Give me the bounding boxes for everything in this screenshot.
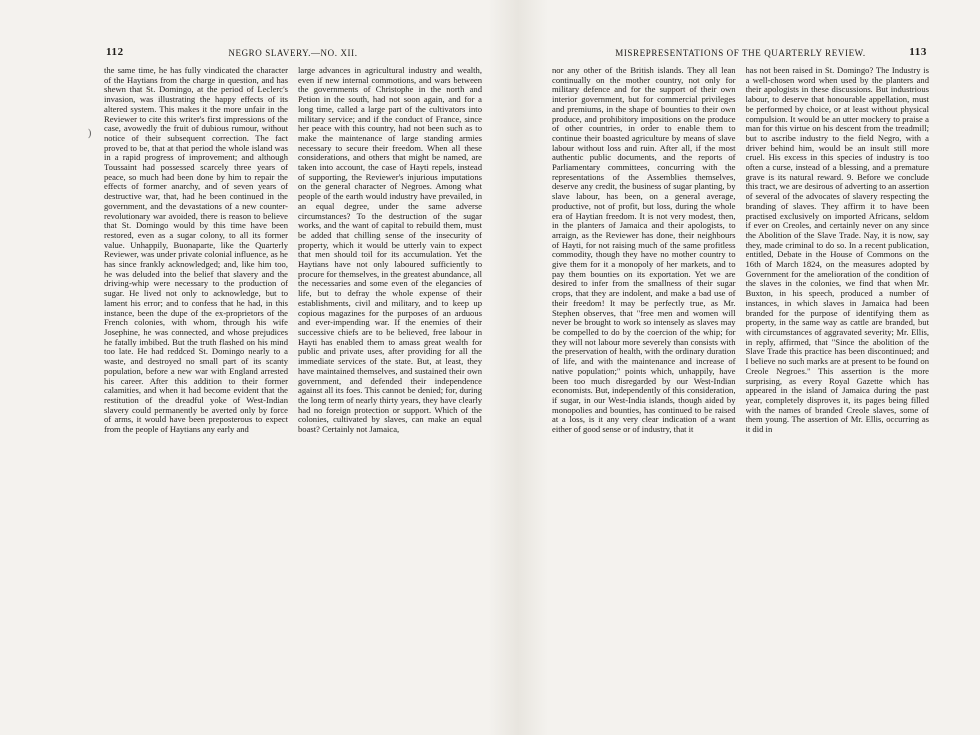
left-running-title: NEGRO SLAVERY.—NO. XII. <box>228 48 358 58</box>
right-page <box>552 48 929 728</box>
left-column-2 <box>298 66 482 718</box>
right-running-title: MISREPRESENTATIONS OF THE QUARTERLY REVIEW. <box>615 48 866 58</box>
left-running-head <box>104 48 482 66</box>
right-column-1-text: nor any other of the British islands. They all lean continually on the mother country, not only for military defence and for the support of their own interior government, but for commercial privileges and premiums, in the shape of bounties to their own produce, and prohibitory impositions on the produce of other countries, in order to enable them to continue their boasted agriculture by means of slave labour without loss and ruin. After all, if the most authentic public documents, and the reports of Parliamentary committees, concurring with the representations of the Assemblies themselves, deserve any credit, the business of sugar planting, by slave labour, has been, on a general average, productive, not of profit, but loss, during the whole era of Haytian freedom. It is not very modest, then, in the planters of Jamaica and their apologists, to arraign, as the Reviewer has done, their neighbours of Hayti, for not raising much of the same profitless commodity, though they have no mother country to give them for it a monopoly of her markets, and to pay them bounties on its exportation. Yet we are desired to infer from the smallness of their sugar crops, that they are indolent, and make a bad use of their freedom! It may be perfectly true, as Mr. Stephen observes, that "free men and women will never be brought to work so intensely as slaves may be compelled to do by the coercion of the whip; for they will not labour more severely than consists with the preservation of health, with the ordinary duration of life, and with the maintenance and increase of native population;" points which, unhappily, have been too much disregarded by our West-Indian economists. But, independently of this consideration, if sugar, in our West-India islands, though aided by monopolies and bounties, has continued to be raised at a loss, is it any very clear indication of a want either of good sense or of industry, that it <box>552 66 736 435</box>
right-columns <box>552 66 929 718</box>
left-page-number: 112 <box>106 46 124 58</box>
left-column-1 <box>104 66 288 718</box>
margin-mark: ) <box>88 128 92 139</box>
right-page-number: 113 <box>909 46 927 58</box>
right-column-2 <box>746 66 930 718</box>
right-running-head <box>552 48 929 66</box>
right-column-1 <box>552 66 736 718</box>
left-page <box>104 48 482 728</box>
left-column-1-text: the same time, he has fully vindicated the character of the Haytians from the charge in question, and has shewn that St. Domingo, at the period of Leclerc's invasion, was illustrating the happy effects of its altered system. This makes it the more unfair in the Reviewer to cite this writer's first impressions of the case, avowedly the fruit of dubious rumour, without notice of their subsequent correction. The fact proved to be, that at that period the whole island was in a rapid progress of improvement; and although Toussaint had possessed scarcely three years of peace, so much had been done by him to repair the effects of former anarchy, and of seven years of destructive war, that, had he been continued in the government, and the devastations of a new counter-revolutionary war avoided, there is reason to believe that St. Domingo would by this time have been restored, even as a sugar colony, to all its former value. Unhappily, Buonaparte, like the Quarterly Reviewer, was under private colonial influence, as he has since frankly acknowledged; and, like him too, he was deluded into the belief that slavery and the driving-whip were necessary to the production of sugar. He lived not only to acknowledge, but to lament his error; and to confess that he had, in this instance, been the dupe of the ex-proprietors of the French colonies, with whom, through his wife Josephine, he was connected, and whose prejudices he fatally imbibed. But the truth flashed on his mind too late. He had reddced St. Domingo nearly to a waste, and destroyed no small part of its scanty population, before a new war with England arrested his career. After this addition to their former calamities, and when it had become evident that the restitution of the dreadful yoke of West-Indian slavery could permanently be averted only by force of arms, it would have been preposterous to expect from the people of Haytians any early and <box>104 66 288 435</box>
left-column-2-text: large advances in agricultural industry and wealth, even if new internal commotions, and wars between the governments of Christophe in the north and Petion in the south, had not soon again, and for a long time, called a large part of the cultivators into military service; and if the conduct of France, since her peace with this country, had not been such as to make the maintenance of large standing armies necessary to secure their freedom. When all these considerations, and others that might be named, are taken into account, the case of Hayti repels, instead of supporting, the Reviewer's injurious imputations on the general character of Negroes. Among what people of the earth would industry have prevailed, in an equal degree, under the same adverse circumstances? To the destruction of the sugar works, and the want of capital to rebuild them, must be added that chilling sense of the insecurity of property, which it would be utterly vain to expect that men should toil for its accumulation. Yet the Haytians have not only laboured sufficiently to procure for themselves, in the greatest abundance, all the necessaries and some even of the elegancies of life, but to defray the whole expense of their establishments, civil and military, and to keep up copious magazines for the purposes of an arduous and ever-impending war. If the enemies of their successive chiefs are to be believed, free labour in Hayti has enabled them to amass great wealth for public and private uses, after providing for all the immediate services of the state. But, at least, they have maintained themselves, and sustained their own government, and defended their independence against all its foes. This cannot be denied; for, during the long term of nearly thirty years, they have clearly had no foreign protection or support. Which of the colonies, cultivated by slaves, can make an equal boast? Certainly not Jamaica, <box>298 66 482 435</box>
left-columns <box>104 66 482 718</box>
book-gutter <box>488 0 548 735</box>
right-column-2-text: has not been raised in St. Domingo? The Industry is a well-chosen word when used by the planters and their apologists in these discussions. But industrious labour, to deserve that honourable appellation, must be performed by choice, or at least without physical compulsion. It would be an utter mockery to praise a man for this virtue on his descent from the treadmill; but to ascribe industry to the field Negro, with a driver behind him, would be an insult still more cruel. His excess in this species of industry is too often a curse, instead of a blessing, and a premature grave is its natural reward. 9. Before we conclude this tract, we are desirous of adverting to an assertion of several of the advocates of slavery respecting the branding of slaves. They affirm it to have been practised exclusively on imported Africans, seldom if ever on Creoles, and certainly never on any since the Abolition of the Slave Trade. Nay, it is now, say they, made criminal to do so. In a recent publication, entitled, Debate in the House of Commons on the 16th of March 1824, on the measures adopted by Government for the amelioration of the condition of the slaves in the colonies, we find that when Mr. Buxton, in his speech, produced a number of instances, in which slaves in Jamaica had been branded for the purpose of identifying them as property, in the same way as cattle are branded, but with circumstances of aggravated severity; Mr. Ellis, in reply, affirmed, that "Since the abolition of the Slave Trade this practice has been discontinued; and I believe no such marks are at present to be found on Creole Negroes." This assertion is the more surprising, as every Royal Gazette which has appeared in the island of Jamaica during the past year, completely disproves it, its pages being filled with the names of branded Creole slaves, some of them young. The assertion of Mr. Ellis, occurring as it did in <box>745 66 929 435</box>
